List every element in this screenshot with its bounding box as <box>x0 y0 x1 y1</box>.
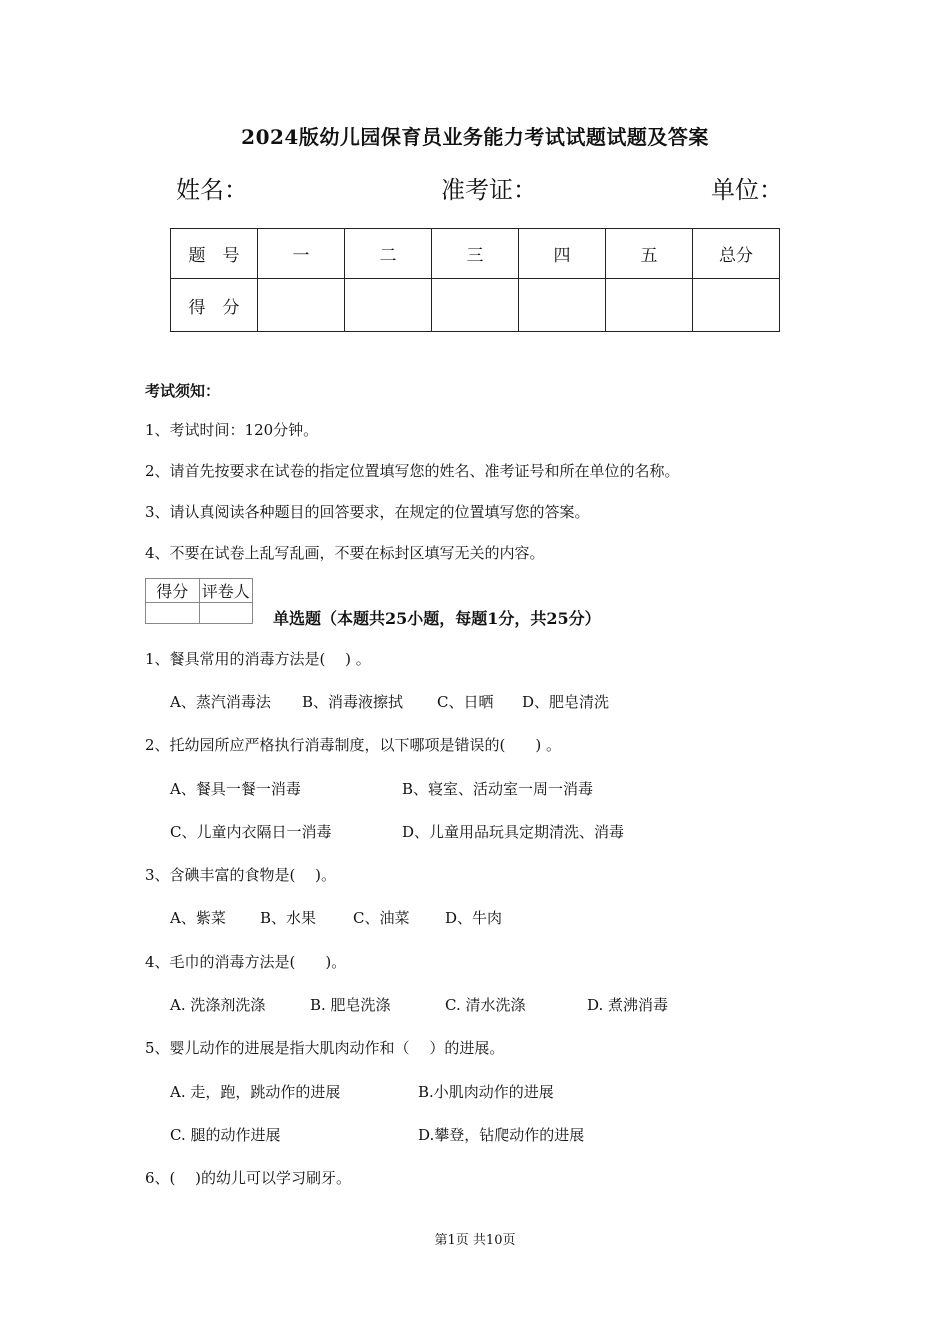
question-option: A、蒸汽消毒法 <box>170 693 271 711</box>
score-table-cell <box>693 279 780 332</box>
score-table-header-row <box>171 229 780 279</box>
score-table-cell: 五 <box>606 229 693 279</box>
score-table <box>170 228 780 332</box>
score-table-cell: 四 <box>519 229 606 279</box>
question-option: A. 走，跑，跳动作的进展 <box>170 1083 341 1101</box>
score-table-cell <box>519 279 606 332</box>
notice-item: 4、不要在试卷上乱写乱画，不要在标封区填写无关的内容。 <box>145 544 545 562</box>
score-table-cell: 题 号 <box>171 229 258 279</box>
question-option: B.小肌肉动作的进展 <box>418 1083 554 1101</box>
question-stem: 3、含碘丰富的食物是( )。 <box>145 866 337 884</box>
question-option: B、水果 <box>260 909 317 927</box>
question-option: C、儿童内衣隔日一消毒 <box>170 823 332 841</box>
question-option: B. 肥皂洗涤 <box>310 996 391 1014</box>
question-option: D、儿童用品玩具定期清洗、消毒 <box>402 823 625 841</box>
score-table-cell: 三 <box>432 229 519 279</box>
score-table-cell: 一 <box>258 229 345 279</box>
question-option: C. 腿的动作进展 <box>170 1126 281 1144</box>
score-table-cell: 得 分 <box>171 279 258 332</box>
grader-box <box>145 578 253 624</box>
grader-name-label: 评卷人 <box>199 579 253 603</box>
score-table-cell: 总分 <box>693 229 780 279</box>
section-title: 单选题（本题共25小题，每题1分，共25分） <box>273 609 601 628</box>
score-table-cell <box>258 279 345 332</box>
question-option: A. 洗涤剂洗涤 <box>170 996 266 1014</box>
page-title: 2024版幼儿园保育员业务能力考试试题试题及答案 <box>241 125 709 149</box>
score-table-score-row <box>171 279 780 332</box>
question-stem: 6、( )的幼儿可以学习刷牙。 <box>145 1169 352 1187</box>
notice-heading: 考试须知： <box>145 382 221 400</box>
score-table-cell <box>432 279 519 332</box>
score-table-cell <box>606 279 693 332</box>
question-option: C. 清水洗涤 <box>445 996 526 1014</box>
notice-item: 3、请认真阅读各种题目的回答要求，在规定的位置填写您的答案。 <box>145 503 590 521</box>
grader-name-cell <box>199 603 253 624</box>
unit-field-label: 单位： <box>711 176 783 204</box>
score-table-cell: 二 <box>345 229 432 279</box>
question-option: D. 煮沸消毒 <box>587 996 669 1014</box>
question-option: A、餐具一餐一消毒 <box>170 780 301 798</box>
question-stem: 5、婴儿动作的进展是指大肌肉动作和（ ）的进展。 <box>145 1039 505 1057</box>
question-option: D、肥皂清洗 <box>522 693 610 711</box>
name-field-label: 姓名： <box>176 176 248 204</box>
notice-item: 2、请首先按要求在试卷的指定位置填写您的姓名、准考证号和所在单位的名称。 <box>145 462 680 480</box>
question-option: B、寝室、活动室一周一消毒 <box>402 780 594 798</box>
page-footer: 第1页 共10页 <box>434 1233 516 1248</box>
question-option: D、牛肉 <box>445 909 503 927</box>
grader-score-cell <box>146 603 200 624</box>
question-option: B、消毒液擦拭 <box>302 693 404 711</box>
score-table-cell <box>345 279 432 332</box>
question-stem: 2、托幼园所应严格执行消毒制度，以下哪项是错误的( ) 。 <box>145 736 562 754</box>
question-stem: 4、毛巾的消毒方法是( )。 <box>145 953 347 971</box>
exam-id-field-label: 准考证： <box>441 176 537 204</box>
question-option: C、日晒 <box>437 693 494 711</box>
notice-item: 1、考试时间：120分钟。 <box>145 421 319 439</box>
question-stem: 1、餐具常用的消毒方法是( ) 。 <box>145 650 371 668</box>
question-option: C、油菜 <box>353 909 410 927</box>
grader-score-label: 得分 <box>146 579 200 603</box>
question-option: A、紫菜 <box>170 909 226 927</box>
question-option: D.攀登，钻爬动作的进展 <box>418 1126 585 1144</box>
